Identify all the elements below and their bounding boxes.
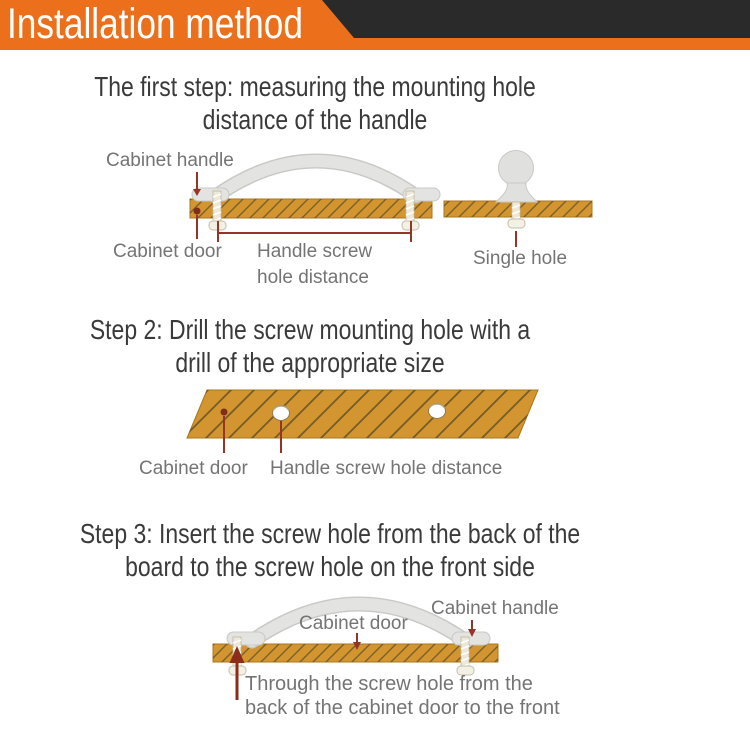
- knob-art: [496, 151, 537, 203]
- drilled-hole-art: [273, 406, 290, 421]
- label-cabinet-door: Cabinet door: [139, 458, 248, 479]
- label-cabinet-door: Cabinet door: [113, 241, 222, 262]
- label-cabinet-handle: Cabinet handle: [431, 598, 559, 619]
- step1-heading-line2: distance of the handle: [202, 104, 428, 135]
- step1-heading: [57, 70, 574, 136]
- page-title: Installation method: [7, 0, 303, 48]
- cabinet-door-board-art: [187, 390, 538, 438]
- step1-diagram: [190, 151, 592, 248]
- label-through-note: Through the screw hole from the back of the cabinet door to the front: [245, 673, 560, 719]
- label-screw-distance: Handle screw hole distance: [257, 241, 373, 288]
- step3-heading: [59, 517, 600, 583]
- step3-heading-line1: Step 3: Insert the screw hole from the back of the: [79, 518, 581, 549]
- label-cabinet-handle: Cabinet handle: [106, 150, 234, 171]
- label-screw-distance: Handle screw hole distance: [270, 458, 503, 479]
- step2-heading-line2: drill of the appropriate size: [175, 347, 445, 378]
- label-cabinet-door: Cabinet door: [299, 613, 408, 634]
- step1-heading-line1: The first step: measuring the mounting hole: [94, 71, 536, 102]
- drilled-hole-art: [429, 404, 446, 419]
- step2-diagram: [187, 390, 538, 453]
- pointer-cabinet-door: [194, 208, 201, 240]
- step3-heading-line2: board to the screw hole on the front side: [125, 551, 535, 582]
- step2-heading: [56, 313, 564, 379]
- cabinet-door-board-art: [190, 199, 432, 218]
- label-single-hole: Single hole: [473, 248, 568, 269]
- step2-heading-line1: Step 2: Drill the screw mounting hole with a: [89, 314, 531, 345]
